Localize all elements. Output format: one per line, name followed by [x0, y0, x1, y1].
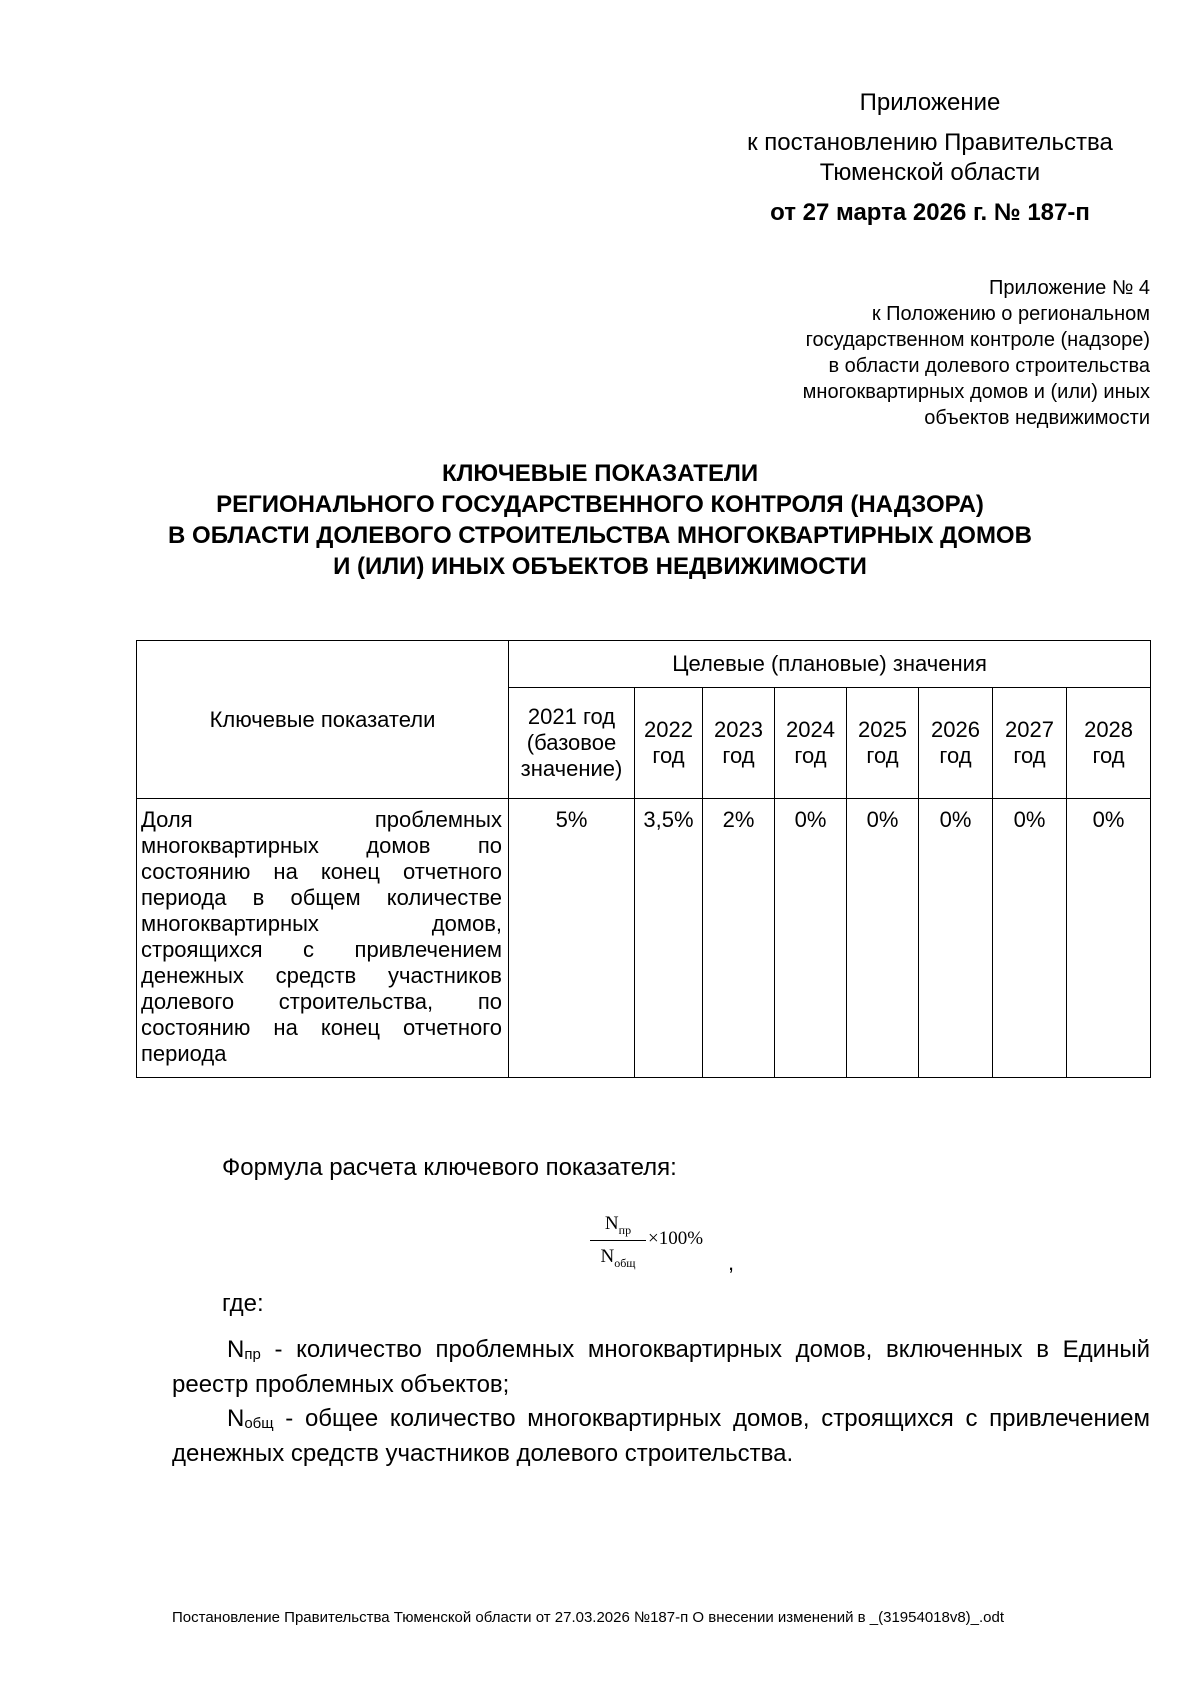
fraction-bar	[590, 1240, 646, 1241]
formula-denominator: $N_{общ}$	[600, 1246, 636, 1270]
approval-header	[690, 88, 1170, 228]
formula-multiplier: ×100%	[648, 1228, 704, 1249]
appendix-line: в области долевого строительства	[828, 355, 1150, 377]
value-2028: 0%	[1067, 799, 1151, 1078]
formula-numerator: $N_{пр}$	[604, 1213, 632, 1237]
title-line: И (ИЛИ) ИНЫХ ОБЪЕКТОВ НЕДВИЖИМОСТИ	[333, 553, 867, 580]
definition-n-total: $N_{общ}$ - общее количество многоквартирных домов, строящихся с привлечением денежных средств участников долевого строительства.	[172, 1405, 1150, 1467]
definition-n-pr: $N_{пр}$ - количество проблемных многоквартирных домов, включенных в Единый реестр проблемных объектов;	[172, 1336, 1150, 1398]
title-line: РЕГИОНАЛЬНОГО ГОСУДАРСТВЕННОГО КОНТРОЛЯ (НАДЗОРА)	[216, 491, 984, 518]
indicator-description: Доля проблемных многоквартирных домов по состоянию на конец отчетного периода в общем количестве многоквартирных домов, строящихся с привлечением денежных средств участников долевого строительства, по состоянию на конец отчетного периода	[137, 799, 509, 1078]
header-region-line: Тюменской области	[819, 159, 1041, 186]
target-values-header: Целевые (плановые) значения	[509, 641, 1151, 688]
appendix-line: многоквартирных домов и (или) иных	[802, 381, 1150, 403]
value-2026: 0%	[919, 799, 993, 1078]
variable-definitions	[172, 1335, 1150, 1473]
table-row	[137, 799, 1151, 1078]
appendix-line: к Положению о региональном	[871, 303, 1150, 325]
appendix-line: государственном контроле (надзоре)	[805, 329, 1150, 351]
appendix-line: объектов недвижимости	[924, 407, 1150, 429]
year-header-2025: 2025 год	[847, 688, 919, 799]
value-2021: 5%	[509, 799, 635, 1078]
header-resolution-line: к постановлению Правительства	[747, 129, 1113, 156]
value-2024: 0%	[775, 799, 847, 1078]
value-2027: 0%	[993, 799, 1067, 1078]
header-appendix-label: Приложение	[859, 89, 1001, 116]
year-header-2024: 2024 год	[775, 688, 847, 799]
year-header-2027: 2027 год	[993, 688, 1067, 799]
header-date-number: от 27 марта 2026 г. № 187-п	[770, 199, 1090, 226]
value-2025: 0%	[847, 799, 919, 1078]
document-footer: Постановление Правительства Тюменской области от 27.03.2026 №187-п О внесении изменений в _(31954018v8)_.odt	[172, 1609, 1005, 1626]
value-2023: 2%	[703, 799, 775, 1078]
year-header-2023: 2023 год	[703, 688, 775, 799]
title-line: КЛЮЧЕВЫЕ ПОКАЗАТЕЛИ	[441, 460, 759, 487]
appendix-reference-block	[690, 275, 1150, 431]
formula-comma: ,	[728, 1250, 735, 1275]
where-label: где:	[222, 1290, 264, 1317]
year-header-2022: 2022 год	[635, 688, 703, 799]
year-header-2026: 2026 год	[919, 688, 993, 799]
year-header-2021: 2021 год (базовое значение)	[509, 688, 635, 799]
key-indicators-table	[136, 640, 1151, 1078]
formula-label: Формула расчета ключевого показателя:	[222, 1154, 677, 1181]
appendix-line: Приложение № 4	[989, 277, 1150, 299]
value-2022: 3,5%	[635, 799, 703, 1078]
title-line: В ОБЛАСТИ ДОЛЕВОГО СТРОИТЕЛЬСТВА МНОГОКВАРТИРНЫХ ДОМОВ	[168, 522, 1032, 549]
formula-fraction	[590, 1210, 646, 1271]
indicator-column-header: Ключевые показатели	[137, 641, 509, 799]
formula	[590, 1210, 750, 1290]
document-title	[100, 458, 1100, 582]
year-header-2028: 2028 год	[1067, 688, 1151, 799]
